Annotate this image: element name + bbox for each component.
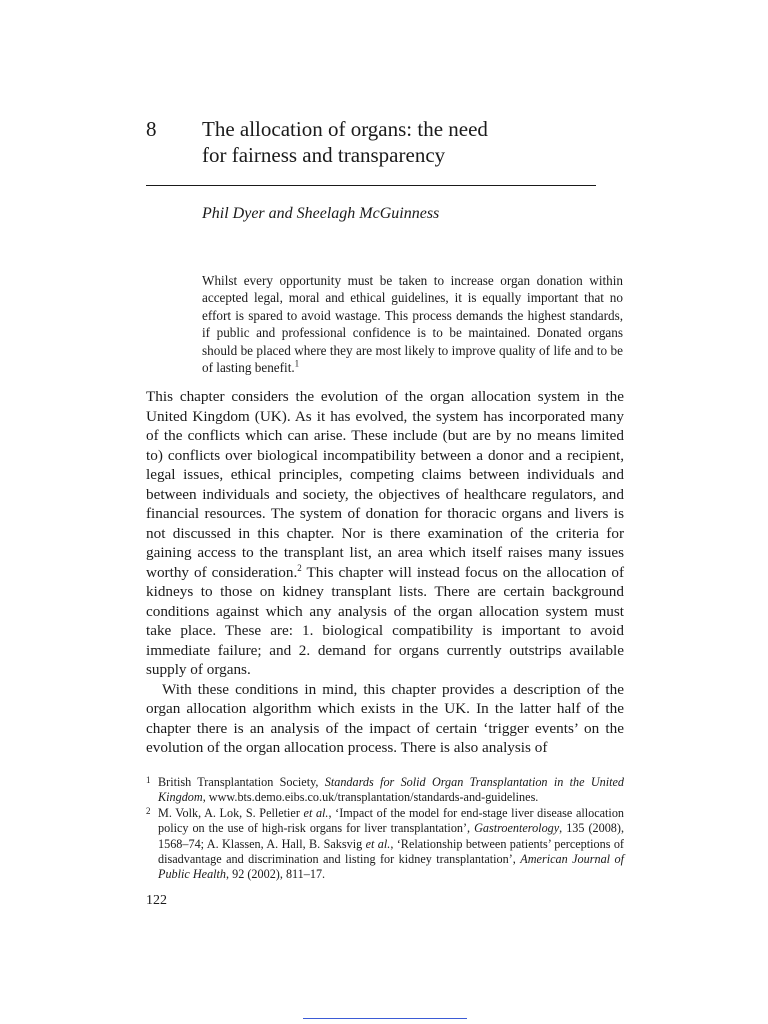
footnote-1-text-b: , www.bts.demo.eibs.co.uk/transplantation/standards-and-guidelines. [202, 790, 539, 805]
body-paragraph-1-part-2: This chapter will instead focus on the allocation of kidneys to those on kidney transplant lists. There are certain background conditions against which any analysis of the organ allocation system must take place. These are: 1. biological compatibility is important to avoid immediate failure; and 2. demand for organs currently outstrips available supply of organs. [146, 563, 625, 678]
chapter-title-line-2: for fairness and transparency [202, 143, 446, 167]
footnote-2-italic-a: et al. [303, 805, 329, 820]
chapter-authors: Phil Dyer and Sheelagh McGuinness [202, 205, 440, 222]
chapter-title [202, 116, 598, 168]
footnote-2-text-c: , 135 (2008), 1568–74; A. Klassen, A. Hall, B. Saksvig [158, 821, 624, 851]
epigraph-footnote-ref[interactable]: 1 [294, 358, 300, 369]
epigraph [202, 272, 623, 376]
footnote-2-italic-c: et al. [365, 836, 391, 851]
page-number: 122 [146, 893, 167, 908]
footnotes [146, 775, 624, 883]
link-underline[interactable] [303, 1018, 467, 1019]
footnote-2-italic-d: American Journal of Public Health [158, 852, 624, 882]
footnote-2-text-b: , ‘Impact of the model for end-stage liver disease allocation policy on the use of high-risk organs for liver transplantation’, [158, 805, 625, 836]
footnote-2-text-a: M. Volk, A. Lok, S. Pelletier [158, 805, 304, 820]
body-footnote-ref-2[interactable]: 2 [297, 562, 302, 573]
title-divider [146, 185, 596, 186]
footnote-2-text-d: , ‘Relationship between patients’ perceptions of disadvantage and discrimination and listing for kidney transplantation’, [158, 836, 624, 867]
footnote-2 [146, 806, 624, 883]
chapter-title-line-1: The allocation of organs: the need [202, 117, 488, 141]
footnote-1-italic-title: Standards for Solid Organ Transplantation in the United Kingdom [158, 775, 624, 805]
chapter-number: 8 [146, 117, 157, 141]
footnote-1-mark: 1 [146, 775, 151, 785]
footnote-2-mark: 2 [146, 805, 151, 816]
body-paragraph-1 [146, 387, 624, 680]
epigraph-text: Whilst every opportunity must be taken to increase organ donation within accepted legal, moral and ethical guidelines, it is equally important that no effort is spared to avoid wastage. This process demands the highest standards, if public and professional confidence is to be maintained. Donated organs should be placed where they are most likely to improve quality of life and to be of lasting benefit. [202, 273, 623, 376]
body-paragraph-2: With these conditions in mind, this chapter provides a description of the organ allocation algorithm which exists in the UK. In the latter half of the chapter there is an analysis of the impact of certain ‘trigger events’ on the evolution of the organ allocation process. There is also analysis of [146, 680, 624, 756]
footnote-1-text-a: British Transplantation Society, [158, 775, 325, 789]
body-text [146, 387, 624, 758]
body-paragraph-1-part-1: This chapter considers the evolution of the organ allocation system in the United Kingdom (UK). As it has evolved, the system has incorporated many of the conflicts which can arise. These include (but are by no means limited to) conflicts over biological incompatibility between a donor and a recipient, legal issues, ethical principles, competing claims between individuals and between individuals and society, the objectives of healthcare regulators, and financial resources. The system of donation for thoracic organs and livers is not discussed in this chapter. Nor is there examination of the criteria for gaining access to the transplant list, an area which itself raises many issues worthy of consideration. [146, 388, 624, 581]
footnote-2-text-e: , 92 (2002), 811–17. [226, 867, 326, 882]
footnote-2-italic-b: Gastroenterology [474, 821, 560, 836]
footnote-1 [146, 775, 624, 806]
